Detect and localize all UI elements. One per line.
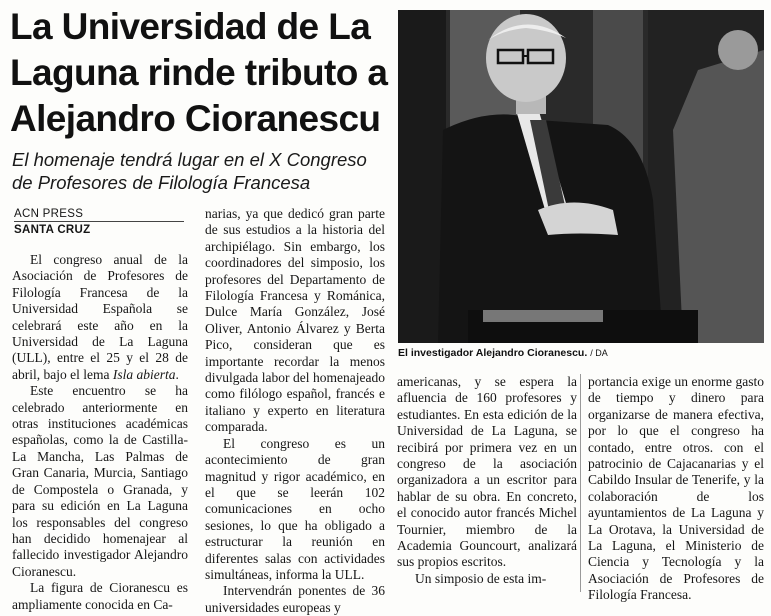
photo-caption-text: El investigador Alejandro Cioranescu. xyxy=(398,347,588,359)
paragraph: Un simposio de esta im- xyxy=(415,570,547,586)
event-motto: Isla abierta xyxy=(112,366,176,382)
paragraph: narias, ya que dedicó gran parte de sus estudios a la historia del archipiélago. Sin embargo, los coordinadores del simposio, los profesores del Departamento de Filología Francesa y Románica, Dulce María González, José Oliver, Antonio Álvarez y Berta Pico, consideran que es importante recordar la menos divulgada labor del homenajeado como filólogo español, francés e italiano y experto en literatura comparada. xyxy=(205,206,385,435)
photo-caption xyxy=(398,347,764,359)
paragraph-text: El congreso anual de la Asociación de Profesores de Filología Francesa de la Universidad Española se celebrará este año en la Universidad de La Laguna (ULL), entre el 25 y el 28 de abril, bajo el lema xyxy=(12,252,188,382)
article-column-1 xyxy=(12,252,188,613)
paragraph: Intervendrán ponentes de 36 universidades europeas y xyxy=(205,583,385,615)
column-divider xyxy=(580,374,581,592)
paragraph: La figura de Cioranescu es ampliamente conocida en Ca- xyxy=(12,580,188,612)
paragraph: Este encuentro se ha celebrado anteriormente en otras instituciones académicas españolas, como la de Castilla-La Mancha, Las Palmas de Gran Canaria, Murcia, Santiago de Compostela o Granada, y para su edición en La Laguna los responsables del congreso han decidido homenajear al fallecido investigador Alejandro Cioranescu. xyxy=(12,383,188,579)
paragraph: americanas, y se espera la afluencia de 160 profesores y estudiantes. En esta edición de la Universidad de La Laguna, se recibirá por primera vez en un congreso de la asociación organizadora a un escritor para hablar de su obra. En concreto, el conocido autor francés Michel Tournier, miembro de la Academia Gouncourt, analizará sus propios escritos. xyxy=(397,374,577,570)
headline-line-1: La Universidad de La xyxy=(10,6,371,47)
byline-agency: ACN PRESS xyxy=(14,208,184,222)
paragraph: El congreso es un acontecimiento de gran magnitud y rigor académico, en el que se leerán 102 comunicaciones en ocho sesiones, lo que ha obligado a estructurar la reunión en diferentes salas con actividades simultáneas, informa la ULL. xyxy=(205,435,385,582)
headline-line-2: Laguna rinde tributo a xyxy=(10,52,388,93)
article-column-3 xyxy=(397,374,577,587)
subheadline xyxy=(12,148,392,194)
paragraph xyxy=(12,252,188,383)
paragraph: portancia exige un enorme gasto de tiempo y dinero para organizarse de manera efectiva, por lo que el congreso ha contado, entre otros. con el patrocinio de Cajacanarias y el Cabildo Insular de Tenerife, y la colaboración de los ayuntamientos de La Laguna y La Orotava, la Universidad de La Laguna, el Ministerio de Ciencia y Tecnología y la Asociación de Profesores de Filología Francesa. xyxy=(588,374,764,603)
subheadline-line-2: de Profesores de Filología Francesa xyxy=(12,172,311,193)
subheadline-line-1: El homenaje tendrá lugar en el X Congreso xyxy=(12,149,367,170)
photo-illustration xyxy=(398,10,764,343)
headline xyxy=(10,4,390,142)
byline-city: SANTA CRUZ xyxy=(14,224,91,236)
article-column-2 xyxy=(205,206,385,616)
article-photo xyxy=(398,10,764,343)
headline-line-3: Alejandro Cioranescu xyxy=(10,98,381,139)
paragraph-text: . xyxy=(175,366,179,382)
article-column-4 xyxy=(588,374,764,604)
byline xyxy=(14,208,184,236)
photo-credit: / DA xyxy=(590,348,608,358)
